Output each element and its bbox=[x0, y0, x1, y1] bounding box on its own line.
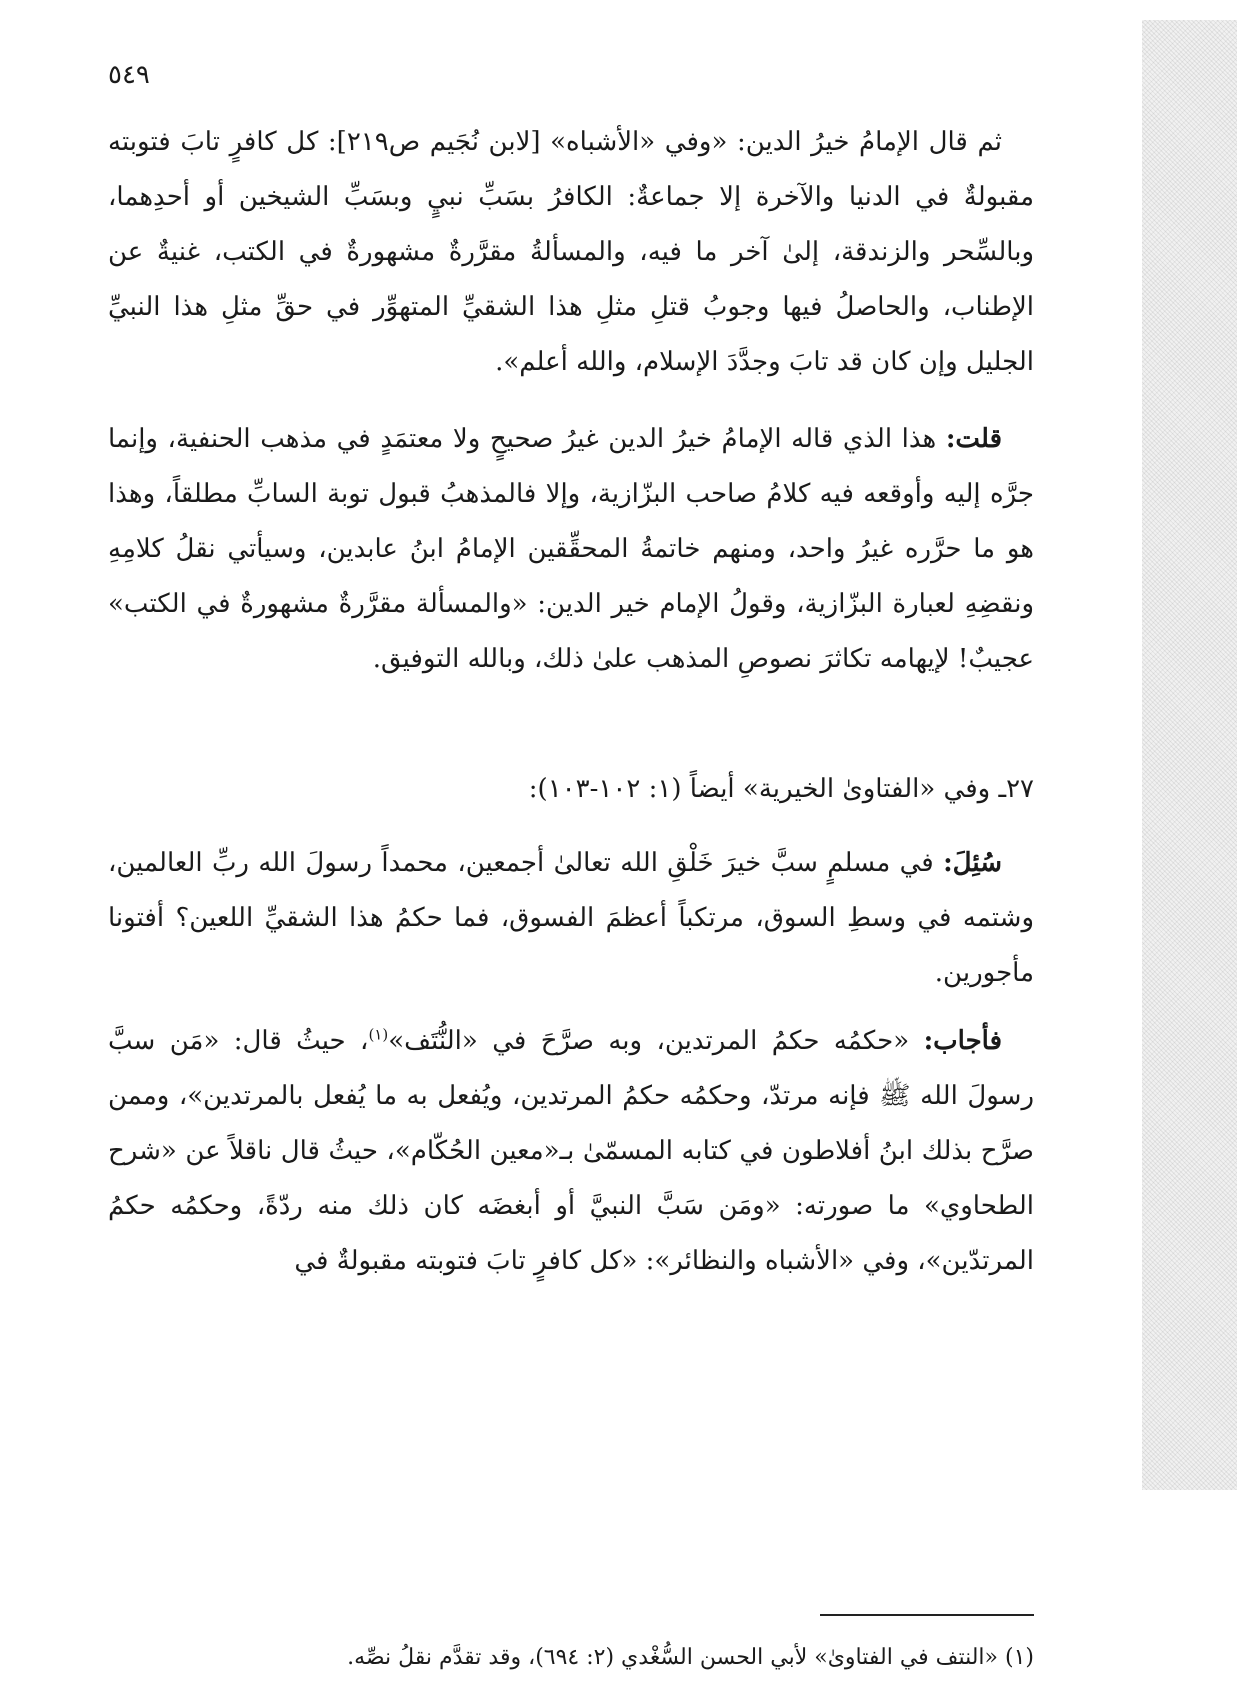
paragraph-lead: سُئِلَ: bbox=[943, 848, 1002, 878]
footnote-reference: (١) bbox=[368, 1025, 389, 1044]
paragraph-text-continued: ، حيثُ قال: «مَن سبَّ رسولَ الله ﷺ فإنه مرتدّ، وحكمُه حكمُ المرتدين، ويُفعل به ما يُفعل بالمرتدين»، وممن صرَّح بذلك ابنُ أفلاطون في كتابه المسمّىٰ بـ«معين الحُكّام»، حيثُ قال ناقلاً عن «شرح الطحاوي» ما صورته: «ومَن سَبَّ النبيَّ أو أبغضَه كان ذلك منه ردّةً، وحكمُه حكمُ المرتدّين»، وفي «الأشباه والنظائر»: «كل كافرٍ تابَ فتوبته مقبولةٌ في bbox=[108, 1026, 1035, 1276]
paragraph-question bbox=[108, 836, 1034, 1001]
paragraph-body bbox=[108, 412, 1034, 687]
footnote: (١) «النتف في الفتاوىٰ» لأبي الحسن السُّغْدي (٢: ٦٩٤)، وقد تقدَّم نقلُ نصِّه. bbox=[347, 1645, 1034, 1670]
paragraph-answer bbox=[108, 1014, 1034, 1289]
paragraph-text: ٢٧ـ وفي «الفتاوىٰ الخيرية» أيضاً (١: ١٠٢-١٠٣): bbox=[528, 774, 1034, 804]
scanned-page-edge bbox=[1142, 20, 1237, 1490]
paragraph-item-27 bbox=[108, 762, 1034, 817]
paragraph-text: ثم قال الإمامُ خيرُ الدين: «وفي «الأشباه» [لابن نُجَيم ص٢١٩]: كل كافرٍ تابَ فتوبته مقبولةٌ في الدنيا والآخرة إلا جماعةٌ: الكافرُ بسَبِّ نبيٍ وبسَبِّ الشيخين أو أحدِهما، وبالسِّحر والزندقة، إلىٰ آخر ما فيه، والمسألةُ مقرَّرةٌ مشهورةٌ في الكتب، غنيةٌ عن الإطناب، والحاصلُ فيها وجوبُ قتلِ مثلِ هذا الشقيِّ المتهوِّر في حقِّ مثلِ هذا النبيِّ الجليل وإن كان قد تابَ وجدَّدَ الإسلام، والله أعلم». bbox=[108, 127, 1034, 377]
paragraph-khayr-al-din-quote bbox=[108, 115, 1034, 390]
paragraph-qultu bbox=[108, 412, 1034, 687]
footnote-separator bbox=[820, 1614, 1034, 1616]
paragraph-body bbox=[108, 1014, 1034, 1289]
paragraph-text: هذا الذي قاله الإمامُ خيرُ الدين غيرُ صحيحٍ ولا معتمَدٍ في مذهب الحنفية، وإنما جرَّه إليه وأوقعه فيه كلامُ صاحب البزّازية، وإلا فالمذهبُ قبول توبة السابِّ مطلقاً، وهذا هو ما حرَّره غيرُ واحد، ومنهم خاتمةُ المحقِّقين الإمامُ ابنُ عابدين، وسيأتي نقلُ كلامِهِ ونقضِهِ لعبارة البزّازية، وقولُ الإمام خير الدين: «والمسألة مقرَّرةٌ مشهورةٌ في الكتب» عجيبٌ! لإيهامه تكاثرَ نصوصِ المذهب علىٰ ذلك، وبالله التوفيق. bbox=[108, 424, 1034, 674]
paragraph-text: في مسلمٍ سبَّ خيرَ خَلْقِ الله تعالىٰ أجمعين، محمداً رسولَ الله ربِّ العالمين، وشتمه في وسطِ السوق، مرتكباً أعظمَ الفسوق، فما حكمُ هذا الشقيِّ اللعين؟ أفتونا مأجورين. bbox=[108, 848, 1034, 988]
paragraph-lead: قلت: bbox=[945, 424, 1002, 454]
paragraph-lead: فأجاب: bbox=[923, 1026, 1002, 1056]
paragraph-text: «حكمُه حكمُ المرتدين، وبه صرَّحَ في «النُّتَف» bbox=[388, 1026, 924, 1056]
page-number: ٥٤٩ bbox=[108, 60, 150, 90]
paragraph-body bbox=[108, 836, 1034, 1001]
